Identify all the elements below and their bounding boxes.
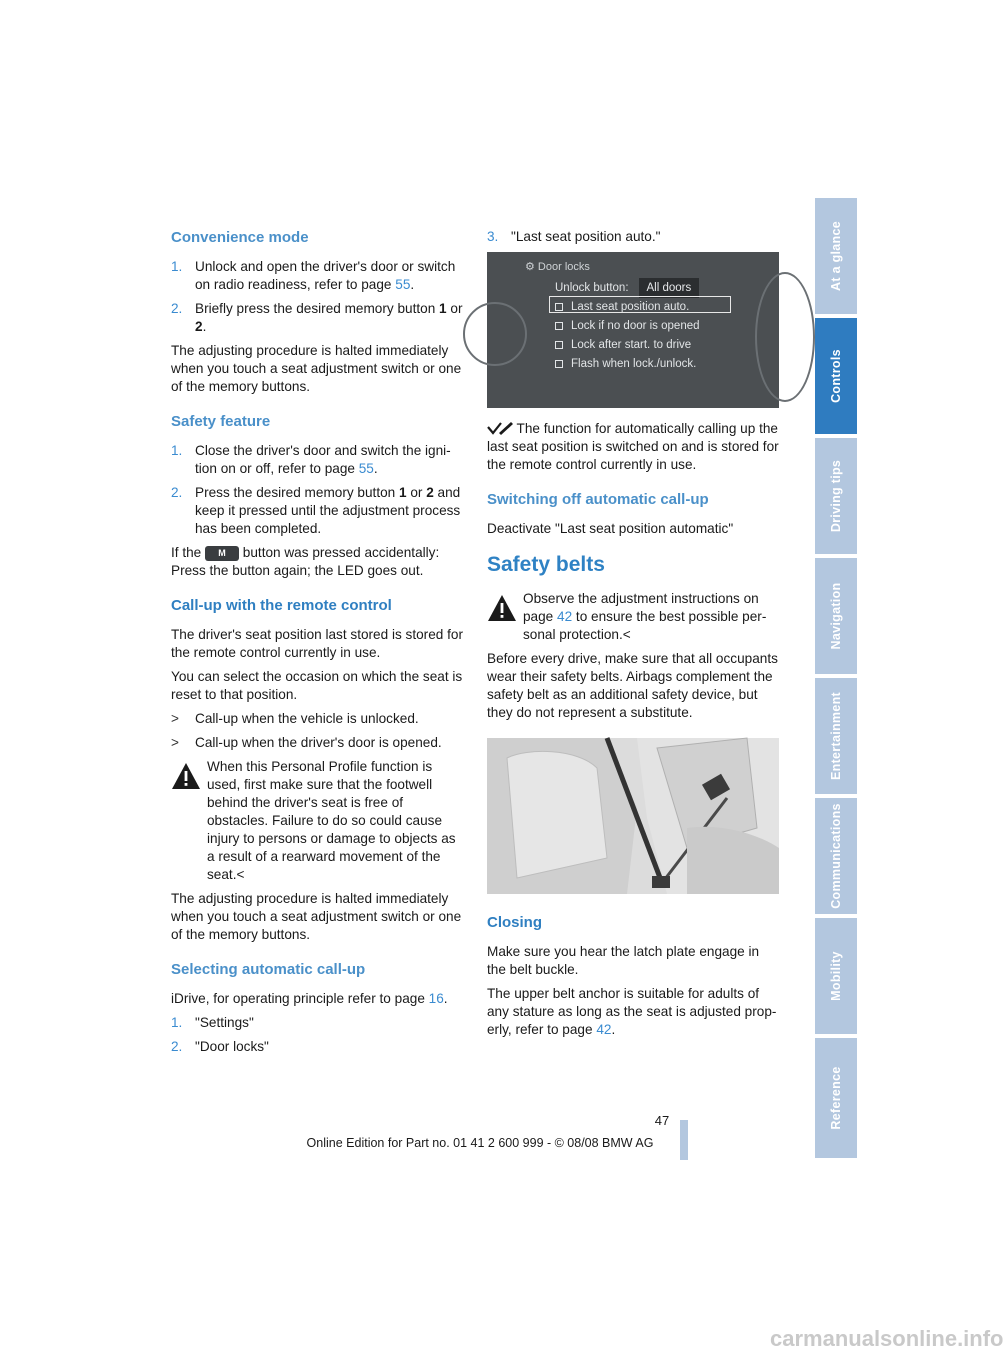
tab-navigation[interactable]: Navigation <box>815 558 857 676</box>
screen-option: Flash when lock./unlock. <box>555 355 696 373</box>
tab-at-a-glance[interactable]: At a glance <box>815 198 857 316</box>
tab-reference[interactable]: Reference <box>815 1038 857 1160</box>
page-link[interactable]: 16 <box>428 991 444 1006</box>
end-marker: < <box>236 867 245 882</box>
list-number: 2. <box>171 301 183 316</box>
seat-belt-photo <box>487 738 779 894</box>
paragraph: Deactivate "Last seat position automatic" <box>487 521 734 536</box>
watermark: carmanualsonline.info <box>770 1326 1004 1351</box>
heading-safety-belts: Safety belts <box>487 553 605 576</box>
warning-block: When this Personal Profile function is used, first make sure that the footwell behind the driver's seat is free of obstacles. Failure to do so could cause injury to persons or damage to objects as a result of a rearward movement of the seat.< <box>171 758 463 884</box>
paragraph: The adjusting procedure is halted immediately when you touch a seat adjustment switch or one of the memory buttons. <box>171 343 462 394</box>
list-item: 2. "Door locks" <box>171 1039 269 1054</box>
checkmark-icon <box>487 421 513 435</box>
screen-option: Last seat position auto. <box>555 298 689 316</box>
screen-option: Lock after start. to drive <box>555 336 691 354</box>
screen-option: Lock if no door is opened <box>555 317 700 335</box>
warning-block: Observe the adjustment instructions on page 42 to ensure the best possible per-sonal protection.< <box>487 590 779 644</box>
heading-closing: Closing <box>487 914 542 931</box>
page-number: 47 <box>654 1113 670 1128</box>
idrive-screen-image <box>487 252 779 408</box>
right-column <box>487 228 779 1045</box>
controller-knob-icon <box>463 302 527 366</box>
page-link[interactable]: 55 <box>358 461 374 476</box>
list-item: 3. "Last seat position auto." <box>487 229 661 244</box>
memory-button-icon: M <box>205 546 239 561</box>
list-item: > Call-up when the vehicle is unlocked. <box>171 711 419 726</box>
list-item: 1. Unlock and open the driver's door or switch on radio readiness, refer to page 55. <box>171 259 456 292</box>
screen-title: ⚙ Door locks <box>525 261 590 273</box>
list-number: 1. <box>171 259 183 274</box>
list-item: 2. Press the desired memory button 1 or 2 and keep it pressed until the adjustment process has been completed. <box>171 485 461 536</box>
paragraph: Make sure you hear the latch plate engage in the belt buckle. <box>487 944 760 977</box>
tab-driving-tips[interactable]: Driving tips <box>815 438 857 556</box>
heading-remote-control: Call-up with the remote control <box>171 597 392 614</box>
list-item: 1. "Settings" <box>171 1015 254 1030</box>
tab-communications[interactable]: Communications <box>815 798 857 916</box>
paragraph: The adjusting procedure is halted immediately when you touch a seat adjustment switch or one of the memory buttons. <box>171 891 462 942</box>
checkbox-icon <box>555 360 563 368</box>
page-link[interactable]: 42 <box>596 1022 612 1037</box>
paragraph: Before every drive, make sure that all occupants wear their safety belts. Airbags complement the safety belt as an additional safety device, but they do not represent a substitute. <box>487 651 778 720</box>
paragraph: The function for automatically calling up the last seat position is switched on and is stored for the remote control currently in use. <box>487 421 779 472</box>
list-item: 1. Close the driver's door and switch the igni-tion on or off, refer to page 55. <box>171 443 451 476</box>
paragraph: The driver's seat position last stored is stored for the remote control currently in use. <box>171 627 463 660</box>
paragraph: If the M button was pressed accidentally: Press the button again; the LED goes out. <box>171 545 440 578</box>
tab-entertainment[interactable]: Entertainment <box>815 678 857 796</box>
paragraph: The upper belt anchor is suitable for adults of any stature as long as the seat is adjusted prop-erly, refer to page 42. <box>487 986 777 1037</box>
paragraph: You can select the occasion on which the seat is reset to that position. <box>171 669 463 702</box>
heading-selecting-automatic-call-up: Selecting automatic call-up <box>171 961 366 978</box>
checkbox-icon <box>555 322 563 330</box>
page-link[interactable]: 42 <box>557 609 573 624</box>
list-item: > Call-up when the driver's door is opened. <box>171 735 442 750</box>
checkbox-icon <box>555 341 563 349</box>
paragraph: iDrive, for operating principle refer to page 16. <box>171 991 448 1006</box>
left-column <box>171 228 463 1062</box>
page-link[interactable]: 55 <box>395 277 411 292</box>
warning-triangle-icon <box>487 594 517 622</box>
checkbox-icon <box>555 303 563 311</box>
bullet-icon: > <box>171 711 179 726</box>
tab-mobility[interactable]: Mobility <box>815 918 857 1036</box>
unlock-button-row: Unlock button: All doors <box>555 278 699 298</box>
footer-edition-note: Online Edition for Part no. 01 41 2 600 999 - © 08/08 BMW AG <box>306 1136 654 1150</box>
heading-switching-off: Switching off automatic call-up <box>487 491 709 508</box>
bullet-icon: > <box>171 735 179 750</box>
warning-triangle-icon <box>171 762 201 790</box>
tab-controls[interactable]: Controls <box>815 318 857 436</box>
heading-safety-feature: Safety feature <box>171 413 271 430</box>
end-marker: < <box>622 627 631 642</box>
list-item: 2. Briefly press the desired memory button 1 or 2. <box>171 301 463 334</box>
heading-convenience-mode: Convenience mode <box>171 229 309 246</box>
